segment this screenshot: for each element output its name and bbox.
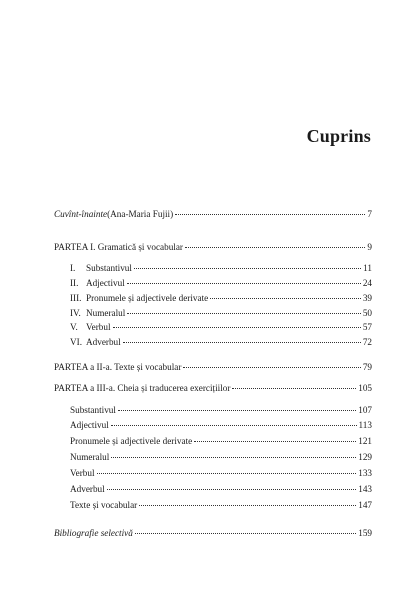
dot-leader bbox=[123, 342, 361, 343]
entry-label: Bibliografie selectivă bbox=[54, 528, 133, 538]
entry-page-number: 7 bbox=[367, 209, 372, 219]
entry-page-number: 133 bbox=[358, 468, 372, 478]
toc-entry-part1-adverbul[interactable] bbox=[70, 337, 372, 348]
toc-entry-part1-pronumele[interactable] bbox=[70, 293, 372, 304]
entry-page-number: 50 bbox=[362, 308, 372, 318]
entry-page-number: 143 bbox=[358, 484, 372, 494]
toc-entry-part3[interactable] bbox=[54, 383, 372, 394]
entry-label: Numeralul bbox=[70, 452, 110, 462]
toc-entry-part3-substantivul[interactable] bbox=[70, 405, 372, 416]
entry-label: Verbul bbox=[86, 322, 111, 332]
entry-label: PARTEA a II-a. Texte și vocabular bbox=[54, 362, 182, 372]
entry-label: Verbul bbox=[70, 468, 95, 478]
entry-label: Substantivul bbox=[86, 263, 132, 273]
entry-page-number: 113 bbox=[358, 420, 372, 430]
toc-entry-part1-verbul[interactable] bbox=[70, 322, 372, 333]
entry-label: Adverbul bbox=[86, 337, 121, 347]
toc-entry-part3-adverbul[interactable] bbox=[70, 484, 372, 495]
entry-page-number: 129 bbox=[358, 452, 372, 462]
entry-page-number: 159 bbox=[358, 528, 372, 538]
dot-leader bbox=[185, 247, 365, 248]
dot-leader bbox=[175, 214, 365, 215]
toc-entry-part3-adjectivul[interactable] bbox=[70, 420, 372, 431]
entry-roman-number: II. bbox=[70, 278, 79, 288]
entry-label: Texte și vocabular bbox=[70, 500, 138, 510]
toc-entry-part3-pronumele[interactable] bbox=[70, 436, 372, 447]
toc-entry-bibliography[interactable] bbox=[54, 528, 372, 539]
entry-label: Adjectivul bbox=[70, 420, 109, 430]
dot-leader bbox=[111, 425, 357, 426]
toc-entry-part1-numeralul[interactable] bbox=[70, 308, 372, 319]
dot-leader bbox=[183, 367, 360, 368]
dot-leader bbox=[232, 388, 356, 389]
entry-page-number: 147 bbox=[358, 500, 372, 510]
entry-label: Substantivul bbox=[70, 405, 116, 415]
toc-entry-part3-texte[interactable] bbox=[70, 500, 372, 511]
entry-label: PARTEA I. Gramatică și vocabular bbox=[54, 242, 183, 252]
entry-label-author: (Ana-Maria Fujii) bbox=[107, 209, 174, 219]
dot-leader bbox=[111, 457, 356, 458]
entry-roman-number: IV. bbox=[70, 308, 81, 318]
dot-leader bbox=[139, 505, 356, 506]
entry-page-number: 39 bbox=[362, 293, 372, 303]
toc-entry-part1-adjectivul[interactable] bbox=[70, 278, 372, 289]
entry-page-number: 121 bbox=[358, 436, 372, 446]
entry-label: Numeralul bbox=[86, 308, 126, 318]
toc-entry-part3-verbul[interactable] bbox=[70, 468, 372, 479]
entry-label: Pronumele și adjectivele derivate bbox=[86, 293, 209, 303]
toc-entry-part1[interactable] bbox=[54, 242, 372, 253]
entry-label-italic: Cuvînt-înainte bbox=[54, 209, 108, 219]
entry-label: PARTEA a III-a. Cheia și traducerea exercițiilor bbox=[54, 383, 231, 393]
entry-page-number: 72 bbox=[362, 337, 372, 347]
entry-page-number: 9 bbox=[367, 242, 372, 252]
entry-page-number: 105 bbox=[358, 383, 372, 393]
toc-entry-part2[interactable] bbox=[54, 362, 372, 373]
dot-leader bbox=[134, 268, 361, 269]
toc-entry-part3-numeralul[interactable] bbox=[70, 452, 372, 463]
entry-page-number: 79 bbox=[362, 362, 372, 372]
dot-leader bbox=[97, 473, 357, 474]
page-title: Cuprins bbox=[306, 126, 371, 146]
entry-roman-number: I. bbox=[70, 263, 76, 273]
entry-roman-number: VI. bbox=[70, 337, 82, 347]
dot-leader bbox=[127, 283, 361, 284]
dot-leader bbox=[113, 327, 361, 328]
entry-page-number: 11 bbox=[363, 263, 372, 273]
entry-roman-number: III. bbox=[70, 293, 82, 303]
toc-entry-part1-substantivul[interactable] bbox=[70, 263, 372, 274]
dot-leader bbox=[127, 313, 361, 314]
entry-page-number: 57 bbox=[362, 322, 372, 332]
entry-label: Pronumele și adjectivele derivate bbox=[70, 436, 193, 446]
dot-leader bbox=[194, 441, 356, 442]
entry-label: Adverbul bbox=[70, 484, 105, 494]
dot-leader bbox=[210, 298, 361, 299]
entry-page-number: 107 bbox=[358, 405, 372, 415]
entry-roman-number: V. bbox=[70, 322, 78, 332]
entry-label: Adjectivul bbox=[86, 278, 125, 288]
dot-leader bbox=[118, 410, 356, 411]
dot-leader bbox=[107, 489, 357, 490]
dot-leader bbox=[135, 533, 356, 534]
toc-entry-foreword[interactable] bbox=[54, 209, 372, 220]
entry-page-number: 24 bbox=[362, 278, 372, 288]
